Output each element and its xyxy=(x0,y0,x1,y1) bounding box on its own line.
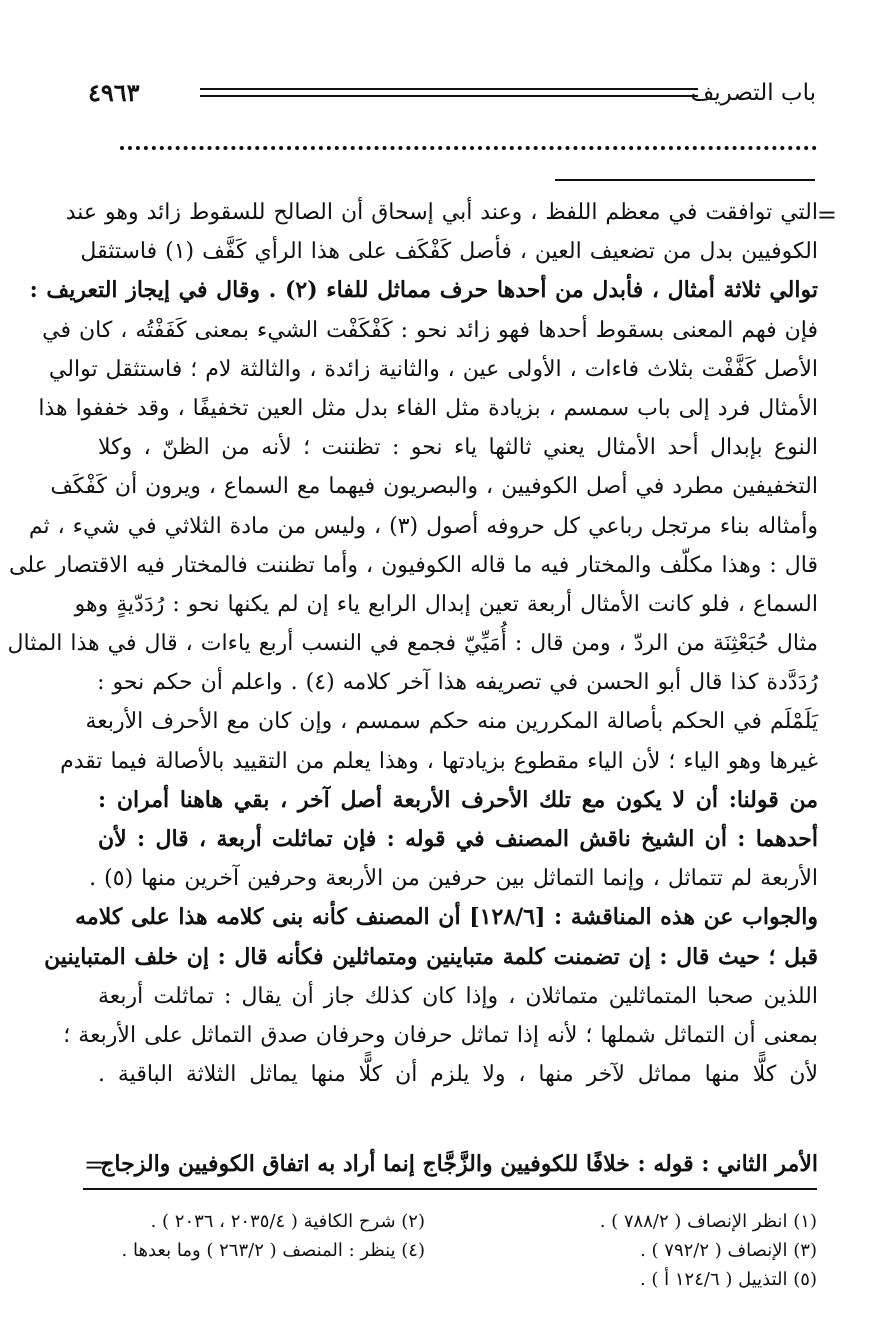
text-line-21: اللذين صحبا المتماثلين متماثلان ، وإذا كان كذلك جاز أن يقال : تماثلت أربعة xyxy=(98,983,818,1009)
text-line-1: التي توافقت في معظم اللفظ ، وعند أبي إسحاق أن الصالح للسقوط زائد وهو عند xyxy=(65,200,818,225)
text-line-18: الأربعة لم تتماثل ، وإنما التماثل بين حرفين من الأربعة وحرفين آخرين منها (٥) . xyxy=(89,866,818,892)
text-line-16: من قولنا: أن لا يكون مع تلك الأحرف الأربعة أصل آخر ، بقي هاهنا أمران : xyxy=(98,786,818,813)
text-line-7: النوع بإبدال أحد الأمثال يعني ثالثها ياء نحو : تظننت ؛ لأنه من الظنّ ، وكلا xyxy=(98,435,818,461)
footnote-5: (٥) التذييل ( ١٢٤/٦ أ ) . xyxy=(639,1269,817,1290)
header-double-rule xyxy=(200,88,698,97)
footnote-3: (٣) الإنصاف ( ٧٩٢/٢ ) . xyxy=(640,1240,817,1261)
dotted-separator xyxy=(120,146,817,168)
text-line-2: الكوفيين بدل من تضعيف العين ، فأصل كَفْكَف على هذا الرأي كَفَّف (١) فاستثقل xyxy=(80,239,818,265)
text-line-3: توالي ثلاثة أمثال ، فأبدل من أحدها حرف مماثل للفاء (٢) . وقال في إيجاز التعريف : xyxy=(29,277,818,304)
text-line-13: رُدَدَّدة كذا قال أبو الحسن في تصريفه هذا آخر كلامه (٤) . واعلم أن حكم نحو : xyxy=(97,670,818,696)
footnotes xyxy=(111,1208,817,1318)
footnote-rule xyxy=(83,1188,817,1190)
text-line-4: فإن فهم المعنى بسقوط أحدها فهو زائد نحو : كَفْكَفْت الشيء بمعنى كَفَفْتُه ، كان في xyxy=(42,317,818,343)
main-text xyxy=(7,193,819,1094)
text-line-22: بمعنى أن التماثل شملها ؛ لأنه إذا تماثل حرفان وحرفان صدق التماثل على الأربعة ؛ xyxy=(63,1022,818,1048)
text-line-12: مثال حُبَعْثِنَة من الردّ ، ومن قال : أُمَيِّيّ فجمع في النسب أربع ياءات ، قال في هذا المثال xyxy=(7,631,818,657)
chapter-title: باب التصريف xyxy=(690,80,816,106)
footnote-4: (٤) ينظر : المنصف ( ٢٦٣/٢ ) وما بعدها . xyxy=(121,1240,425,1261)
text-line-6: الأمثال فرد إلى باب سمسم ، بزيادة مثل الفاء بدل مثل العين تخفيفًا ، وقد خففوا هذا xyxy=(38,395,818,421)
text-line-10: قال : وهذا مكلّف والمختار فيه ما قاله الكوفيون ، وأما تظننت فالمختار فيه الاقتصار على xyxy=(9,552,818,578)
text-line-17: أحدهما : أن الشيخ ناقش المصنف في قوله : فإن تماثلت أربعة ، قال : لأن xyxy=(98,826,819,852)
text-line-20: قبل ؛ حيث قال : إن تضمنت كلمة متباينين ومتماثلين فكأنه قال : إن خلف المتباينين xyxy=(44,943,818,970)
text-line-5: الأصل كَفَّفْت بثلاث فاءات ، الأولى عين ، والثانية زائدة ، والثالثة لام ؛ فاستثقل توالي xyxy=(48,356,818,382)
text-line-11: السماع ، فلو كانت الأمثال أربعة تعين إبدال الرابع ياء إن لم يكنها نحو : رُدَدّيةٍ وهو xyxy=(74,591,818,617)
text-line-9: وأمثاله بناء مرتجل رباعي كل حروفه أصول (٣) ، وليس من مادة الثلاثي في شيء ، ثم xyxy=(28,513,818,539)
continuation-end-mark: = xyxy=(84,1151,105,1179)
text-line-15: غيرها وهو الياء ؛ لأن الياء مقطوع بزيادتها ، وهذا يعلم من التقييد بالأصالة فيما تقدم xyxy=(60,748,818,774)
footnote-2: (٢) شرح الكافية ( ٢٠٣٥/٤ ، ٢٠٣٦ ) . xyxy=(150,1211,425,1232)
page-number: ٤٩٦٣ xyxy=(88,78,140,107)
second-matter-line: الأمر الثاني : قوله : خلافًا للكوفيين والزَّجَّاج إنما أراد به اتفاق الكوفيين والزجاج xyxy=(100,1151,818,1177)
footnote-1: (١) انظر الإنصاف ( ٧٨٨/٢ ) . xyxy=(599,1211,817,1232)
text-line-19: والجواب عن هذه المناقشة : [١٢٨/٦] أن المصنف كأنه بنى كلامه هذا على كلامه xyxy=(75,904,818,931)
page-header xyxy=(88,78,816,108)
text-line-14: يَلَمْلَم في الحكم بأصالة المكررين منه حكم سمسم ، وإن كان مع الأحرف الأربعة xyxy=(85,709,818,735)
text-line-8: التخفيفين مطرد في أصل الكوفيين ، والبصريون فيهما مع السماع ، ويرون أن كَفْكَف xyxy=(50,474,818,500)
continuation-start-mark: = xyxy=(816,201,837,229)
top-short-rule xyxy=(555,179,815,181)
text-line-23: لأن كلًّا منها مماثل لآخر منها ، ولا يلزم أن كلًّا منها يماثل الثلاثة الباقية . xyxy=(98,1062,818,1088)
